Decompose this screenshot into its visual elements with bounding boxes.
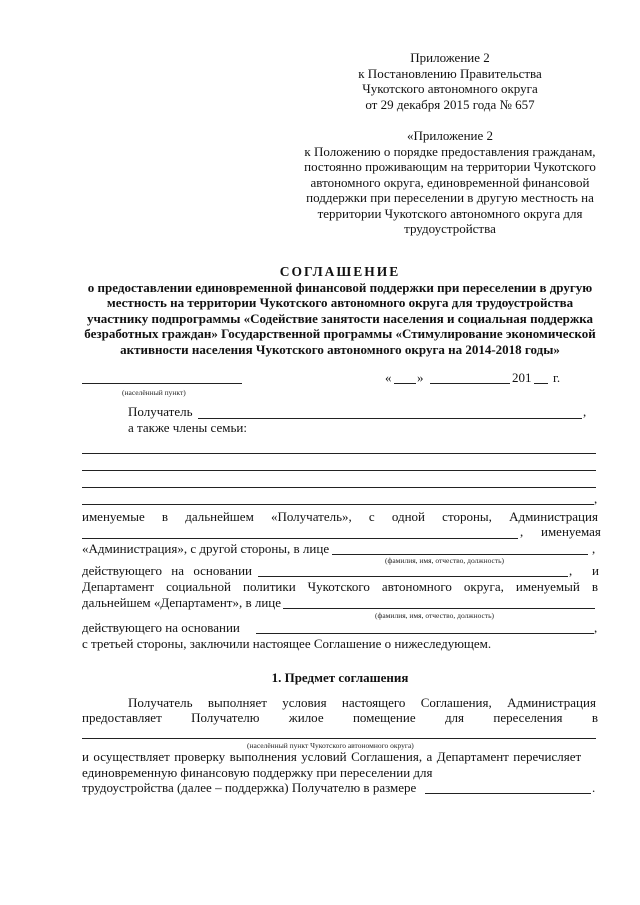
word: Администрация bbox=[509, 509, 598, 524]
section1-paragraph-line: единовременную финансовую поддержку при переселении для bbox=[82, 765, 433, 780]
word: условия bbox=[282, 695, 327, 710]
word: Получателю bbox=[191, 710, 260, 725]
title-subtitle-line: о предоставлении единовременной финансовой поддержки при переселении в другую bbox=[87, 279, 593, 295]
department-row bbox=[82, 579, 598, 595]
word: в bbox=[591, 579, 598, 594]
fio-caption: (фамилия, имя, отчество, должность) bbox=[385, 556, 505, 565]
section1-paragraph-line bbox=[82, 749, 598, 765]
title-main: СОГЛАШЕНИЕ bbox=[279, 264, 401, 279]
word: социальной bbox=[166, 579, 232, 594]
word: округа, bbox=[463, 579, 504, 594]
word: предоставляет bbox=[82, 710, 162, 725]
word: настоящего bbox=[341, 695, 406, 710]
family-field-line[interactable] bbox=[82, 487, 596, 488]
word: на bbox=[171, 563, 185, 578]
word: с bbox=[368, 509, 375, 524]
date-year-prefix: 201 bbox=[512, 370, 532, 385]
appendix-header-line: Чукотского автономного округа bbox=[362, 81, 538, 96]
title-subtitle-line: активности населения Чукотского автономного округа на 2014-2018 годы» bbox=[120, 341, 560, 357]
word: основании bbox=[193, 563, 252, 578]
appendix-inner-line: трудоустройства bbox=[404, 221, 496, 236]
third-side-line: с третьей стороны, заключили настоящее Соглашение о нижеследующем. bbox=[82, 636, 492, 651]
word: именуемые bbox=[82, 509, 145, 524]
word: Получатель bbox=[128, 695, 193, 710]
place-field[interactable] bbox=[82, 383, 242, 384]
word: в bbox=[591, 710, 598, 725]
appendix-header-line: Приложение 2 bbox=[410, 50, 490, 65]
administration-comma: , bbox=[520, 524, 524, 539]
word: Администрация bbox=[507, 695, 596, 710]
acting-basis-row bbox=[82, 563, 252, 579]
word: помещение bbox=[352, 710, 416, 725]
family-label: а также члены семьи: bbox=[128, 420, 247, 435]
word: автономного bbox=[381, 579, 452, 594]
settlement-field[interactable] bbox=[82, 738, 596, 739]
word: Соглашения, bbox=[420, 695, 492, 710]
department-basis-comma: , bbox=[594, 620, 598, 635]
appendix-header-line: к Постановлению Правительства bbox=[358, 65, 542, 81]
word: Чукотского bbox=[307, 579, 370, 594]
recipient-comma: , bbox=[583, 404, 587, 419]
recipient-field[interactable] bbox=[198, 418, 582, 419]
administration-basis-field[interactable] bbox=[258, 576, 568, 577]
word: именуемый bbox=[515, 579, 580, 594]
appendix-inner-line: поддержки при переселении в другую местность на bbox=[306, 190, 594, 205]
appendix-inner-line: автономного округа, единовременной финансовой bbox=[310, 174, 590, 190]
place-caption: (населённый пункт) bbox=[122, 388, 186, 397]
word: дальнейшем bbox=[185, 509, 254, 524]
title-subtitle-line: безработных граждан» Государственной программы «Стимулирование экономической bbox=[84, 326, 596, 341]
department-basis-field[interactable] bbox=[256, 633, 594, 634]
settlement-caption: (населённый пункт Чукотского автономного округа) bbox=[247, 741, 414, 750]
support-amount-field[interactable] bbox=[425, 793, 591, 794]
appendix-inner-line: территории Чукотского автономного округа для bbox=[317, 205, 583, 221]
administration-name-field[interactable] bbox=[82, 538, 518, 539]
word: политики bbox=[243, 579, 296, 594]
date-year-suffix: г. bbox=[553, 370, 561, 385]
word: переселения bbox=[493, 710, 563, 725]
appendix-inner bbox=[300, 128, 600, 237]
section-title: 1. Предмет соглашения bbox=[271, 670, 409, 685]
administration-representative-field[interactable] bbox=[332, 554, 588, 555]
named-administration: именуемая bbox=[541, 524, 601, 539]
section1-paragraph-line: трудоустройства (далее – поддержка) Получателю в размере bbox=[82, 780, 417, 795]
word: Департамент bbox=[82, 579, 155, 594]
department-acting-basis: действующего на основании bbox=[82, 620, 240, 635]
document-title bbox=[80, 264, 600, 357]
section1-line-text: и осуществляет проверку выполнения условий Соглашения, а Департамент перечисляет bbox=[82, 749, 582, 764]
support-amount-period: . bbox=[592, 780, 596, 795]
and-word: и bbox=[592, 563, 599, 578]
title-subtitle-line: участнику подпрограммы «Содействие занятости населения и социальная поддержка bbox=[86, 310, 594, 326]
date-year-field[interactable] bbox=[534, 383, 548, 384]
word: в bbox=[161, 509, 169, 524]
appendix-inner-line: «Приложение 2 bbox=[406, 128, 494, 143]
recipient-label: Получатель bbox=[128, 404, 193, 419]
family-field-line[interactable] bbox=[82, 453, 596, 454]
family-field-line[interactable] bbox=[82, 504, 594, 505]
named-recipient-row bbox=[82, 509, 598, 525]
appendix-inner-line: к Положению о порядке предоставления гражданам, bbox=[304, 143, 596, 159]
word: жилое bbox=[288, 710, 324, 725]
date-close-quote: » bbox=[417, 370, 424, 385]
appendix-header bbox=[300, 50, 600, 112]
administration-basis-comma: , bbox=[569, 563, 573, 578]
department-representative-field[interactable] bbox=[283, 608, 595, 609]
section1-paragraph-line bbox=[128, 695, 596, 711]
appendix-inner-line: постоянно проживающим на территории Чукотского bbox=[304, 159, 596, 174]
fio-caption: (фамилия, имя, отчество, должность) bbox=[375, 611, 495, 620]
date-open-quote: « bbox=[385, 370, 392, 385]
date-day-field[interactable] bbox=[394, 383, 416, 384]
word: стороны, bbox=[442, 509, 492, 524]
word: для bbox=[444, 710, 465, 725]
word: выполняет bbox=[207, 695, 267, 710]
family-field-line[interactable] bbox=[82, 470, 596, 471]
title-subtitle-line: местность на территории Чукотского автономного округа для трудоустройства bbox=[106, 295, 574, 310]
family-comma: , bbox=[594, 491, 598, 506]
section1-paragraph-line bbox=[82, 710, 598, 726]
word: одной bbox=[391, 509, 426, 524]
administration-other-side: «Администрация», с другой стороны, в лице bbox=[82, 541, 330, 556]
department-further: дальнейшем «Департамент», в лице bbox=[82, 595, 282, 610]
administration-rep-comma: , bbox=[592, 541, 596, 556]
date-month-field[interactable] bbox=[430, 383, 510, 384]
appendix-header-line: от 29 декабря 2015 года № 657 bbox=[365, 96, 535, 112]
word: действующего bbox=[82, 563, 162, 578]
word: «Получатель», bbox=[270, 509, 352, 524]
